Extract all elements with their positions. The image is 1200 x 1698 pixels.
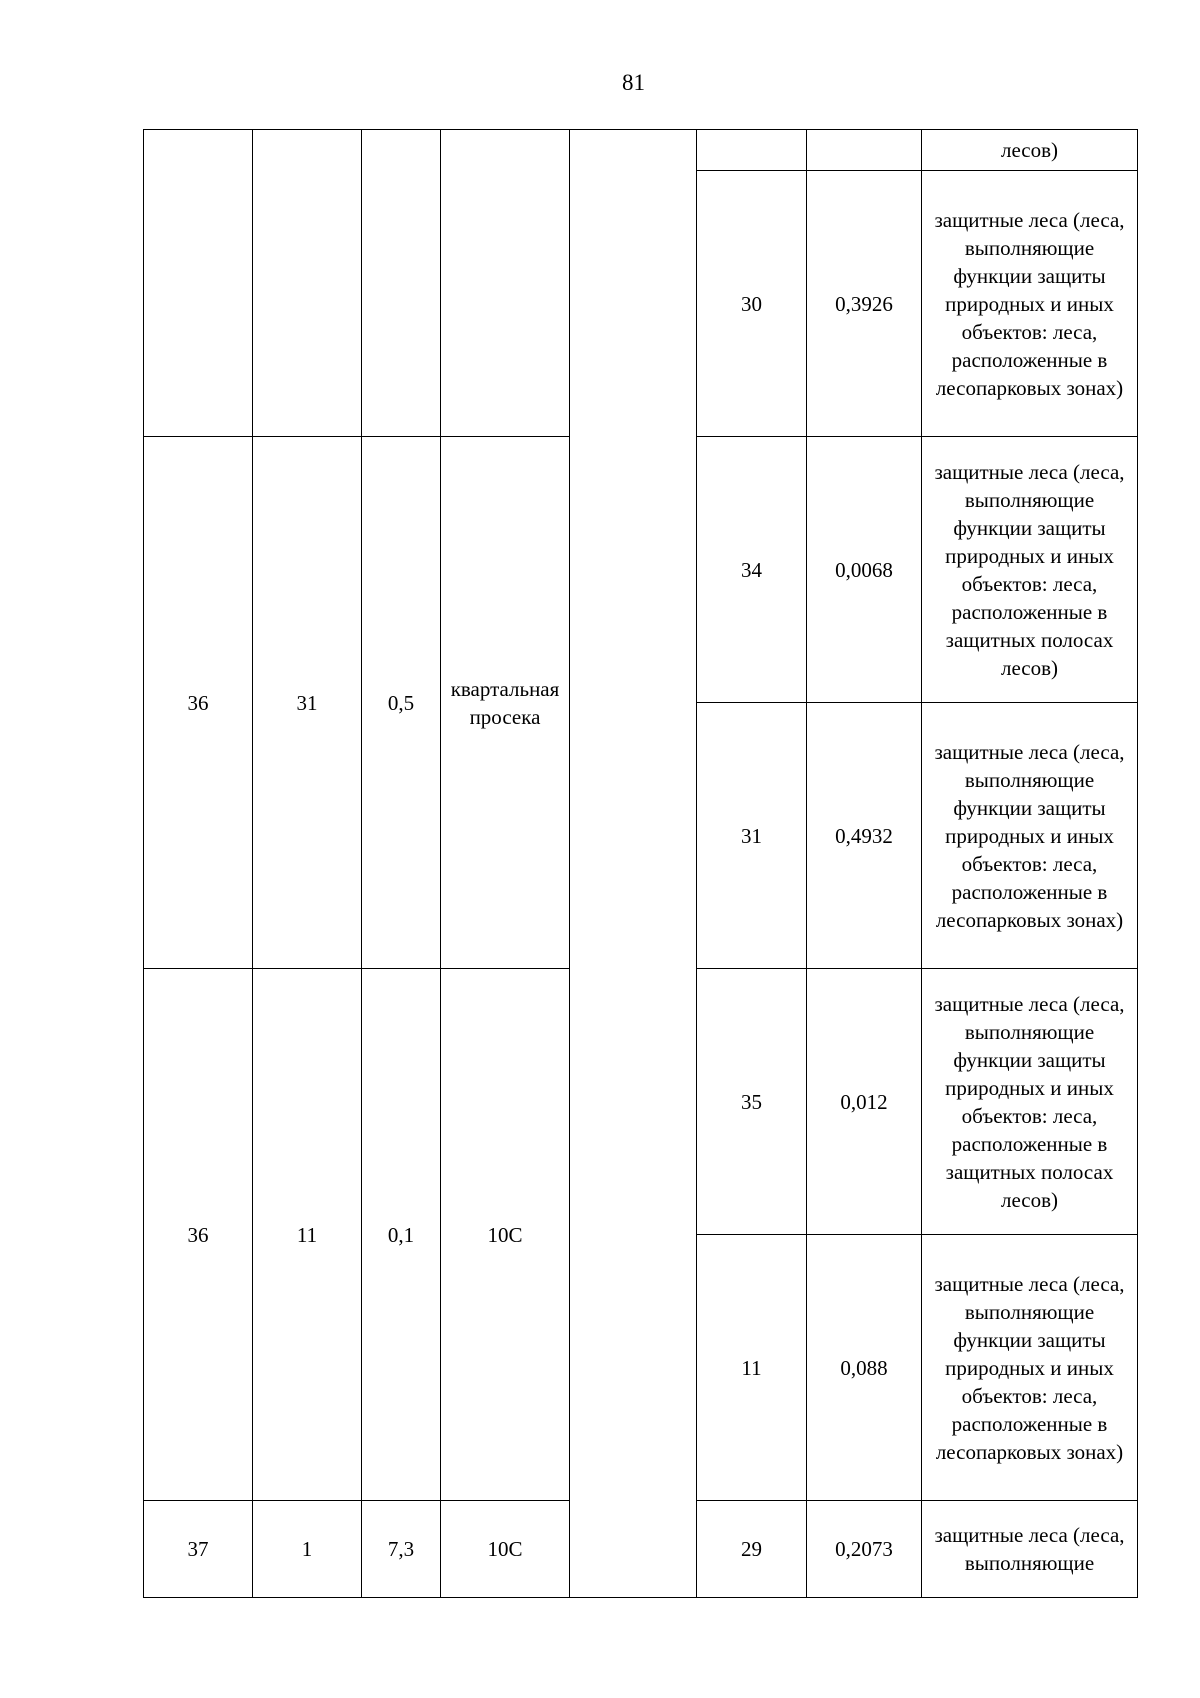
cell-area: 0,5 (362, 437, 441, 969)
cell-quarter: 36 (144, 437, 253, 969)
cell-sub-description: защитные леса (леса, выполняющие функции защиты природных и иных объектов: леса, расположенные в лесопарковых зонах) (922, 1235, 1138, 1501)
cell-sub-area: 0,0068 (807, 437, 922, 703)
cell-sub-description: лесов) (922, 130, 1138, 171)
cell-sub-area: 0,3926 (807, 171, 922, 437)
cell-sub-plot: 34 (697, 437, 807, 703)
cell-sub-area: 0,088 (807, 1235, 922, 1501)
cell-sub-plot (697, 130, 807, 171)
cell-plot: 11 (253, 969, 362, 1501)
cell-sub-plot: 31 (697, 703, 807, 969)
forest-plots-table (143, 129, 1138, 1598)
cell-sub-area: 0,012 (807, 969, 922, 1235)
cell-area: 7,3 (362, 1501, 441, 1598)
cell-area (362, 130, 441, 437)
cell-sub-description: защитные леса (леса, выполняющие функции защиты природных и иных объектов: леса, расположенные в лесопарковых зонах) (922, 703, 1138, 969)
cell-quarter (144, 130, 253, 437)
cell-sub-description: защитные леса (леса, выполняющие функции защиты природных и иных объектов: леса, расположенные в защитных полосах лесов) (922, 969, 1138, 1235)
cell-plot: 31 (253, 437, 362, 969)
cell-sub-plot: 35 (697, 969, 807, 1235)
page-number: 81 (622, 70, 645, 95)
cell-quarter: 37 (144, 1501, 253, 1598)
cell-composition (441, 130, 570, 437)
cell-sub-description: защитные леса (леса, выполняющие (922, 1501, 1138, 1598)
cell-empty-column (570, 130, 697, 1598)
cell-composition: 10С (441, 1501, 570, 1598)
table-row (144, 130, 1138, 171)
cell-sub-plot: 11 (697, 1235, 807, 1501)
cell-plot (253, 130, 362, 437)
cell-composition: 10С (441, 969, 570, 1501)
cell-composition: квартальная просека (441, 437, 570, 969)
cell-sub-description: защитные леса (леса, выполняющие функции защиты природных и иных объектов: леса, расположенные в лесопарковых зонах) (922, 171, 1138, 437)
cell-sub-area: 0,2073 (807, 1501, 922, 1598)
cell-sub-description: защитные леса (леса, выполняющие функции защиты природных и иных объектов: леса, расположенные в защитных полосах лесов) (922, 437, 1138, 703)
cell-plot: 1 (253, 1501, 362, 1598)
cell-quarter: 36 (144, 969, 253, 1501)
cell-sub-area (807, 130, 922, 171)
cell-sub-area: 0,4932 (807, 703, 922, 969)
cell-sub-plot: 30 (697, 171, 807, 437)
cell-area: 0,1 (362, 969, 441, 1501)
cell-sub-plot: 29 (697, 1501, 807, 1598)
